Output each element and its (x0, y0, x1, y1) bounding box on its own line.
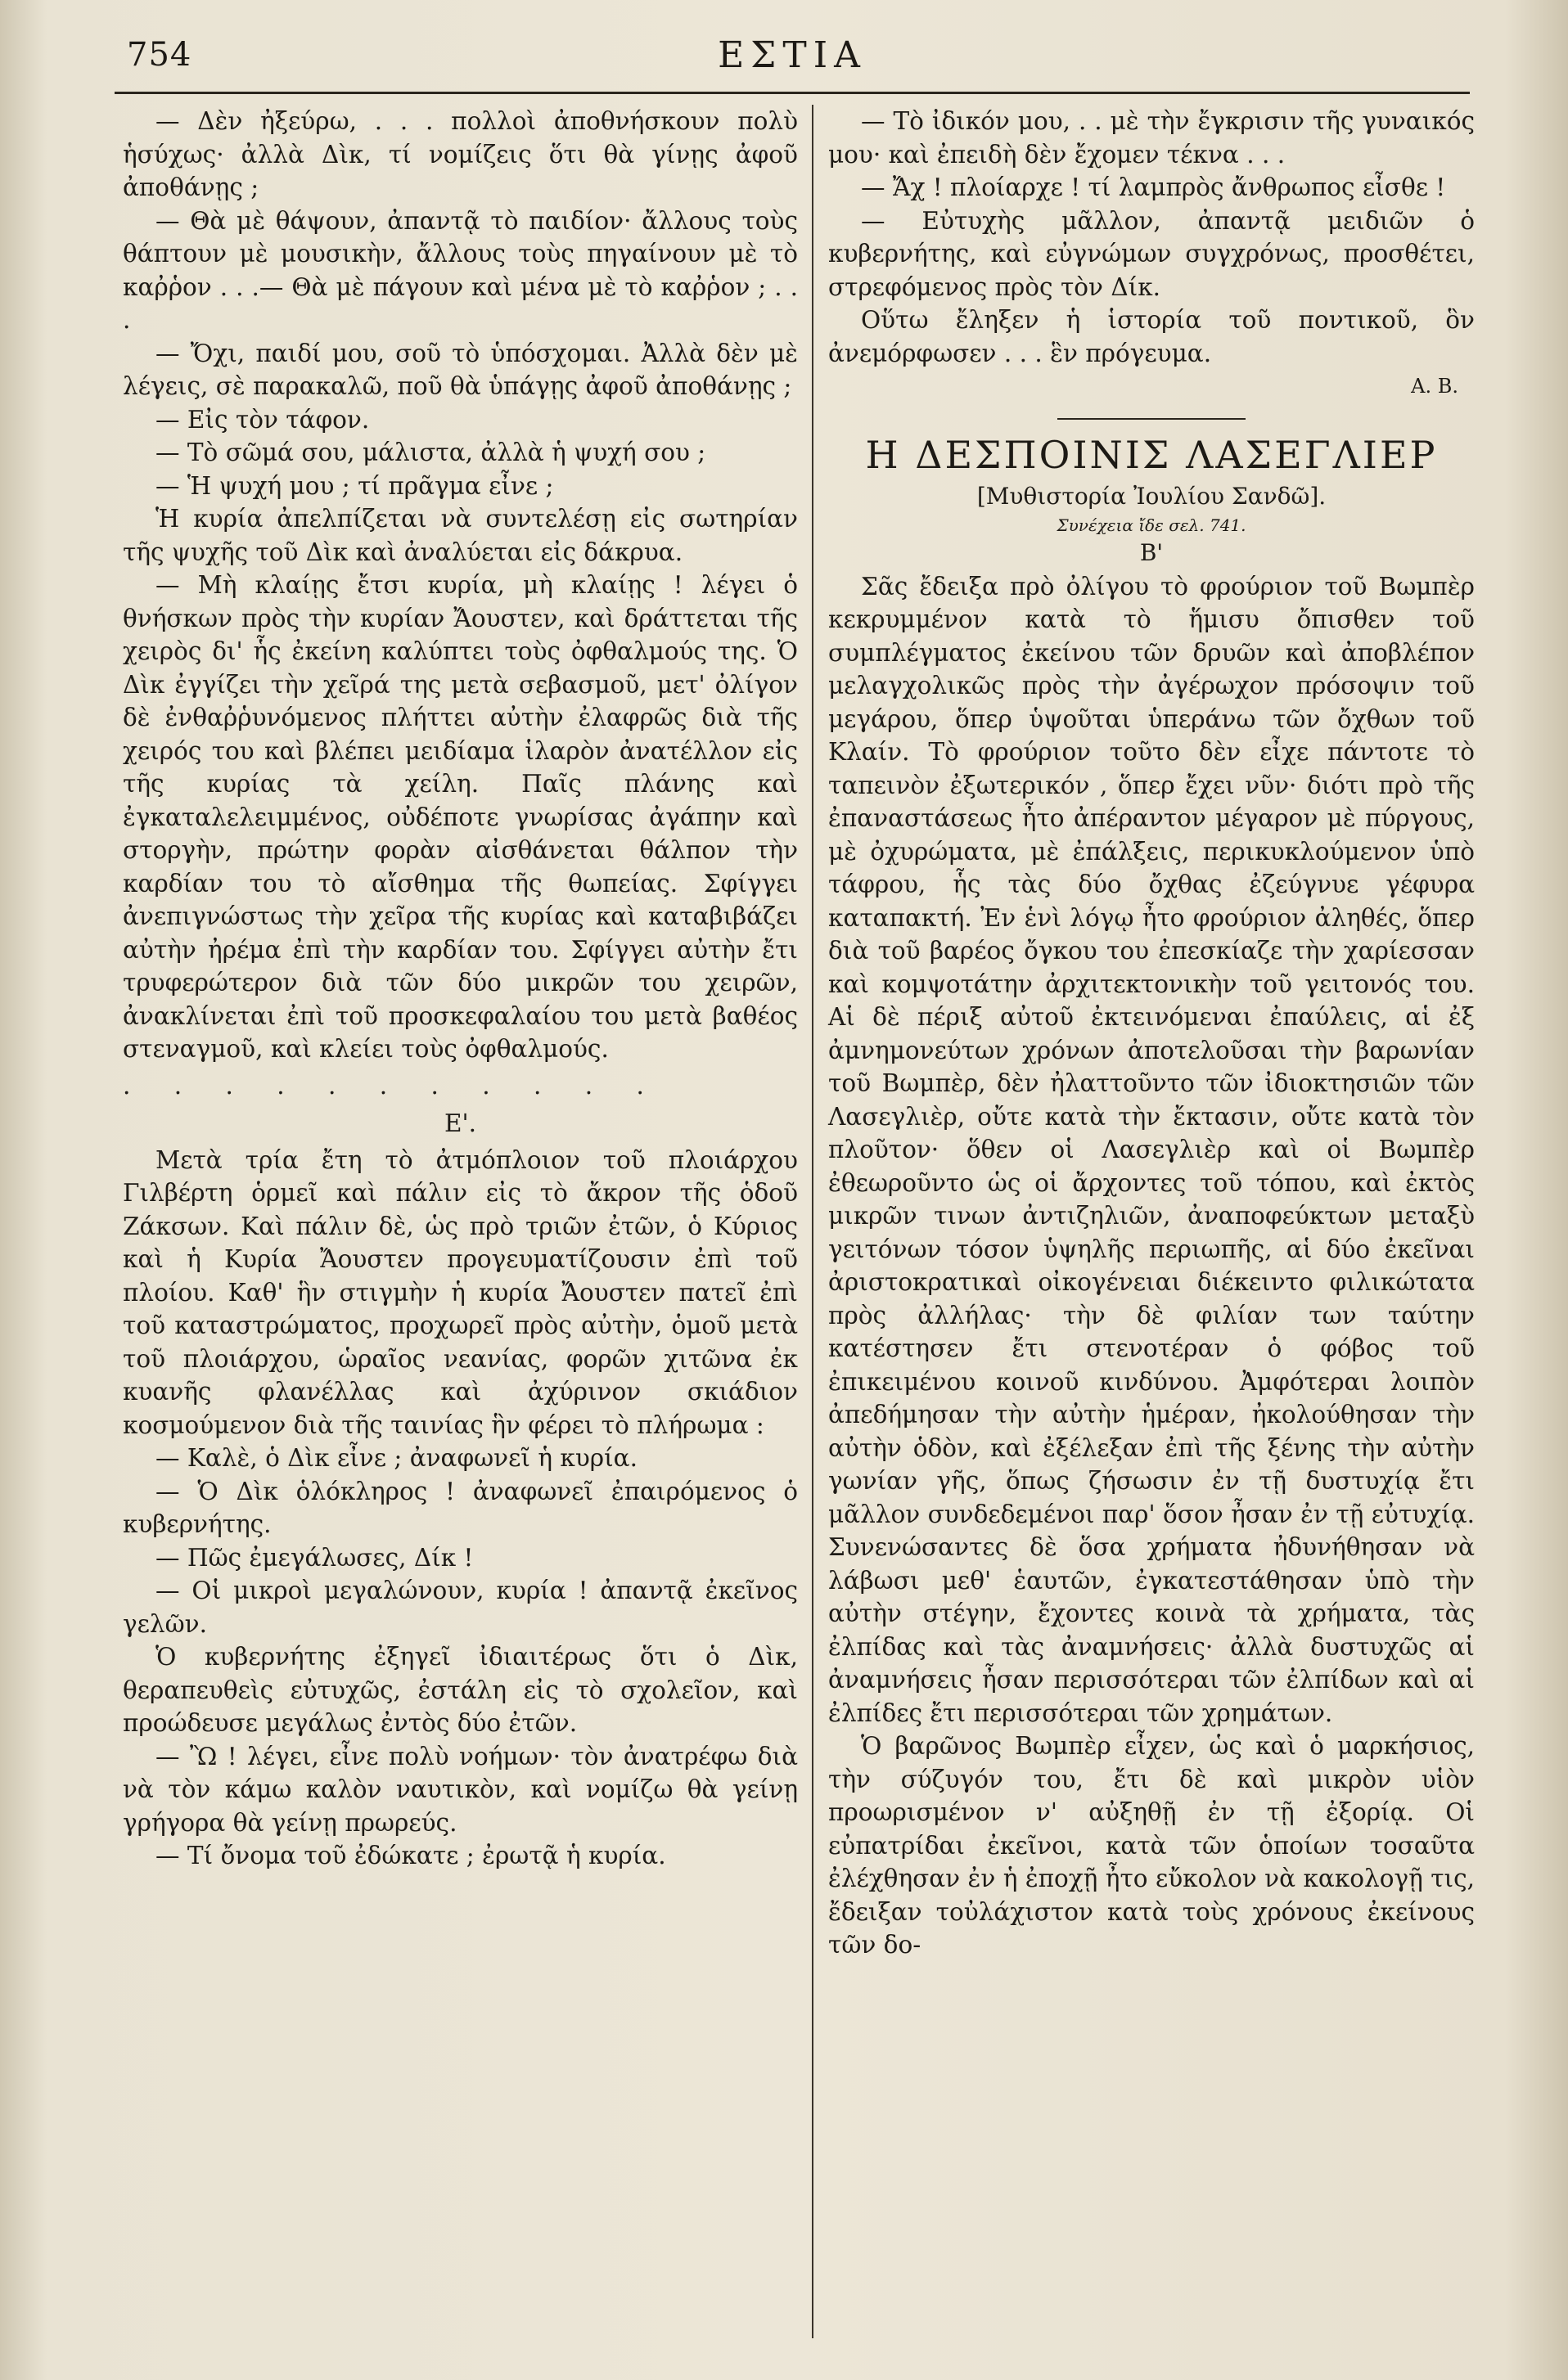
paragraph: — Ὢ ! λέγει, εἶνε πολὺ νοήμων· τὸν ἀνατρέφω διὰ νὰ τὸν κάμω καλὸν ναυτικὸν, καὶ νομίζω θὰ γείνῃ γρήγορα θὰ γείνῃ πρωρεύς. (123, 1742, 798, 1837)
paragraph: — Ἡ ψυχή μου ; τί πρᾶγμα εἶνε ; (155, 471, 554, 500)
section-mark: Ε'. (444, 1109, 477, 1137)
chapter-mark: Β' (1139, 538, 1164, 566)
paragraph: — Τί ὄνομα τοῦ ἐδώκατε ; ἐρωτᾷ ἡ κυρία. (155, 1842, 666, 1869)
header-rule (115, 92, 1470, 94)
paragraph: — Δὲν ἠξεύρω, . . . πολλοὶ ἀποθνήσκουν πολὺ ἡσύχως· ἀλλὰ Δὶκ, τί νομίζεις ὅτι θὰ γίνῃς ἀφοῦ ἀποθάνῃς ; (123, 107, 798, 201)
paragraph: — Εὐτυχὴς μᾶλλον, ἀπαντᾷ μειδιῶν ὁ κυβερνήτης, καὶ εὐγνώμων συγχρόνως, προσθέτει, στρεφόμενος πρὸς τὸν Δίκ. (828, 206, 1475, 301)
ellipsis-divider: . . . . . . . . . . . (123, 1071, 662, 1100)
paragraph: — Καλὲ, ὁ Δὶκ εἶνε ; ἀναφωνεῖ ἡ κυρία. (155, 1444, 638, 1472)
right-column (828, 105, 1475, 1962)
running-title: ΕΣΤΙΑ (718, 34, 867, 76)
paragraph: Σᾶς ἔδειξα πρὸ ὀλίγου τὸ φρούριον τοῦ Βωμπὲρ κεκρυμμένον κατὰ τὸ ἥμισυ ὄπισθεν τοῦ συμπλέγματος ἐκείνου τῶν δρυῶν καὶ ἀποβλέπον μελαγχολικῶς πρὸς τὴν ἀγέρωχον πρόσοψιν τοῦ μεγάρου, ὅπερ ὑψοῦται ὑπεράνω τῶν ὄχθων τοῦ Κλαίν. Τὸ φρούριον τοῦτο δὲν εἶχε πάντοτε τὸ ταπεινὸν ἐξωτερικόν , ὅπερ ἔχει νῦν· διότι πρὸ τῆς ἐπαναστάσεως ἦτο ἀπέραντον μέγαρον μὲ πύργους, μὲ ὀχυρώματα, μὲ ἐπάλξεις, περικυκλούμενον ὑπὸ τάφρου, ἧς τὰς δύο ὄχθας ἐζεύγνυε γέφυρα καταπακτή. Ἐν ἑνὶ λόγῳ ἦτο φρούριον ἀληθές, ὅπερ διὰ τοῦ βαρέος ὄγκου του ἐπεσκίαζε τὴν χαρίεσσαν καὶ κομψοτάτην ἀρχιτεκτονικὴν τοῦ γειτονός του. Αἱ δὲ πέριξ αὐτοῦ ἐκτεινόμεναι ἐπαύλεις, αἱ ἐξ ἀμνημονεύτων χρόνων ἀποτελοῦσαι τὴν βαρωνίαν τοῦ Βωμπὲρ, δὲν ἠλαττοῦντο τῶν ἰδιοκτησιῶν τῶν Λασεγλιὲρ, οὔτε κατὰ τὴν ἔκτασιν, οὔτε κατὰ τὸν πλοῦτον· ὅθεν οἱ Λασεγλιὲρ καὶ οἱ Βωμπὲρ ἐθεωροῦντο ὡς οἱ ἄρχοντες τοῦ τόπου, καὶ ἐκτὸς μικρῶν τινων ἀντιζηλιῶν, ἀναποφεύκτων μεταξὺ γειτόνων τόσον ὑψηλῆς περιωπῆς, αἱ δύο ἐκεῖναι ἀριστοκρατικαὶ οἰκογένειαι διέκειντο φιλικώτατα πρὸς ἀλλήλας· τὴν δὲ φιλίαν των ταύτην κατέστησεν ἔτι στενοτέραν ὁ φόβος τοῦ ἐπικειμένου κοινοῦ κινδύνου. Ἀμφότεραι λοιπὸν ἀπεδήμησαν τὴν αὐτὴν ἡμέραν, ἠκολούθησαν τὴν αὐτὴν ὁδὸν, καὶ ἐξέλεξαν ἐπὶ τῆς ξένης τὴν αὐτὴν γωνίαν γῆς, ὅπως ζήσωσιν ἐν τῇ δυστυχίᾳ ἔτι μᾶλλον συνδεδεμένοι παρ' ὅσον ἦσαν ἐν τῇ εὐτυχίᾳ. Συνενώσαντες δὲ ὅσα χρήματα ἠδυνήθησαν νὰ λάβωσι μεθ' ἑαυτῶν, ἐγκατεστάθησαν ὑπὸ τὴν αὐτὴν στέγην, ἔχοντες κοινὰ τὰ χρήματα, τὰς ἐλπίδας καὶ τὰς ἀναμνήσεις· ἀλλὰ δυστυχῶς αἱ ἀναμνήσεις ἦσαν περισσότεραι τῶν ἐλπίδων καὶ αἱ ἐλπίδες ἔτι περισσότεραι τῶν χρημάτων. (828, 572, 1475, 1727)
paragraph: — Ὄχι, παιδί μου, σοῦ τὸ ὑπόσχομαι. Ἀλλὰ δὲν μὲ λέγεις, σὲ παρακαλῶ, ποῦ θὰ ὑπάγῃς ἀφοῦ ἀποθάνῃς ; (123, 339, 798, 400)
column-divider (812, 105, 813, 2338)
page-header (115, 33, 1470, 90)
paragraph: — Ὁ Δὶκ ὁλόκληρος ! ἀναφωνεῖ ἐπαιρόμενος ὁ κυβερνήτης. (123, 1477, 798, 1538)
paragraph: — Μὴ κλαίῃς ἔτσι κυρία, μὴ κλαίῃς ! λέγει ὁ θνήσκων πρὸς τὴν κυρίαν Ἄουστεν, καὶ δράττεται τῆς χειρὸς δι' ἧς ἐκείνη καλύπτει τοὺς ὀφθαλμούς της. Ὁ Δὶκ ἐγγίζει τὴν χεῖρά της μετὰ σεβασμοῦ, μετ' ὀλίγον δὲ ἐνθαῤῥυνόμενος πλήττει αὐτὴν ἐλαφρῶς διὰ τῆς χειρός του καὶ βλέπει μειδίαμα ἱλαρὸν ἀνατέλλον εἰς τῆς κυρίας τὰ χείλη. Παῖς πλάνης καὶ ἐγκαταλελειμμένος, οὐδέποτε γνωρίσας ἀγάπην καὶ στοργὴν, πρώτην φορὰν αἰσθάνεται θάλπον τὴν καρδίαν του τὸ αἴσθημα τῆς θωπείας. Σφίγγει ἀνεπιγνώστως τὴν χεῖρα τῆς κυρίας καὶ καταβιβάζει αὐτὴν ἠρέμα ἐπὶ τὴν καρδίαν του. Σφίγγει αὐτὴν ἔτι τρυφερώτερον διὰ τῶν δύο μικρῶν του χειρῶν, ἀνακλίνεται ἐπὶ τοῦ προσκεφαλαίου του μετὰ βαθέος στεναγμοῦ, καὶ κλείει τοὺς ὀφθαλμούς. (123, 571, 798, 1063)
left-column (123, 105, 798, 1873)
continuation-note: Συνέχεια ἴδε σελ. 741. (1057, 515, 1246, 535)
paragraph: Οὕτω ἔληξεν ἡ ἱστορία τοῦ ποντικοῦ, ὃν ἀνεμόρφωσεν . . . ἓν πρόγευμα. (828, 306, 1475, 367)
paragraph: Μετὰ τρία ἔτη τὸ ἀτμόπλοιον τοῦ πλοιάρχου Γιλβέρτη ὁρμεῖ καὶ πάλιν εἰς τὸ ἄκρον τῆς ὁδοῦ Ζάκσων. Καὶ πάλιν δὲ, ὡς πρὸ τριῶν ἐτῶν, ὁ Κύριος καὶ ἡ Κυρία Ἄουστεν προγευματίζουσιν ἐπὶ τοῦ πλοίου. Καθ' ἣν στιγμὴν ἡ κυρία Ἄουστεν πατεῖ ἐπὶ τοῦ καταστρώματος, προχωρεῖ πρὸς αὐτὴν, ὁμοῦ μετὰ τοῦ πλοιάρχου, ὡραῖος νεανίας, φορῶν χιτῶνα ἐκ κυανῆς φλανέλλας καὶ ἀχύρινον σκιάδιον κοσμούμενον διὰ τῆς ταινίας ἣν φέρει τὸ πλήρωμα : (123, 1145, 798, 1439)
section-rule (1057, 418, 1246, 420)
page-number: 754 (127, 36, 192, 74)
story-title: Η ΔΕΣΠΟΙΝΙΣ ΛΑΣΕΓΛΙΕΡ (865, 432, 1438, 477)
paragraph: — Τὸ ἰδικόν μου, . . μὲ τὴν ἔγκρισιν τῆς γυναικός μου· καὶ ἐπειδὴ δὲν ἔχομεν τέκνα . . . (828, 107, 1475, 169)
paragraph: — Θὰ μὲ θάψουν, ἀπαντᾷ τὸ παιδίον· ἄλλους τοὺς θάπτουν μὲ μουσικὴν, ἄλλους τοὺς πηγαίνουν μὲ τὸ καῤῥον . . .— Θὰ μὲ πάγουν καὶ μένα μὲ τὸ καῤῥον ; . . . (123, 206, 798, 334)
paragraph: Ὁ βαρῶνος Βωμπὲρ εἶχεν, ὡς καὶ ὁ μαρκήσιος, τὴν σύζυγόν του, ἔτι δὲ καὶ μικρὸν υἱὸν προωρισμένον ν' αὐξηθῇ ἐν τῇ ἐξορίᾳ. Οἱ εὐπατρίδαι ἐκεῖνοι, κατὰ τῶν ὁποίων τοσαῦτα ἐλέχθησαν ἐν ἡ ἐποχῇ ἦτο εὔκολον νὰ κακολογῇ τις, ἔδειξαν τοὐλάχιστον κατὰ τοὺς χρόνους ἐκείνους τῶν δο- (828, 1732, 1475, 1959)
paragraph: — Εἰς τὸν τάφον. (155, 405, 370, 434)
story-subtitle: [Μυθιστορία Ἰουλίου Σανδῶ]. (976, 482, 1327, 510)
paragraph: Ὁ κυβερνήτης ἐξηγεῖ ἰδιαιτέρως ὅτι ὁ Δὶκ, θεραπευθεὶς εὐτυχῶς, ἐστάλη εἰς τὸ σχολεῖον, καὶ προώδευσε μεγάλως ἐντὸς δύο ἐτῶν. (123, 1643, 798, 1737)
paragraph: — Ἄχ ! πλοίαρχε ! τί λαμπρὸς ἄνθρωπος εἶσθε ! (861, 173, 1446, 201)
paragraph: — Οἱ μικροὶ μεγαλώνουν, κυρία ! ἀπαντᾷ ἐκεῖνος γελῶν. (123, 1577, 798, 1638)
author-signature: Α. Β. (1411, 375, 1458, 398)
paragraph: Ἡ κυρία ἀπελπίζεται νὰ συντελέσῃ εἰς σωτηρίαν τῆς ψυχῆς τοῦ Δὶκ καὶ ἀναλύεται εἰς δάκρυα. (123, 505, 798, 566)
paragraph: — Τὸ σῶμά σου, μάλιστα, ἀλλὰ ἡ ψυχή σου ; (155, 439, 706, 466)
paragraph: — Πῶς ἐμεγάλωσες, Δίκ ! (155, 1543, 474, 1572)
